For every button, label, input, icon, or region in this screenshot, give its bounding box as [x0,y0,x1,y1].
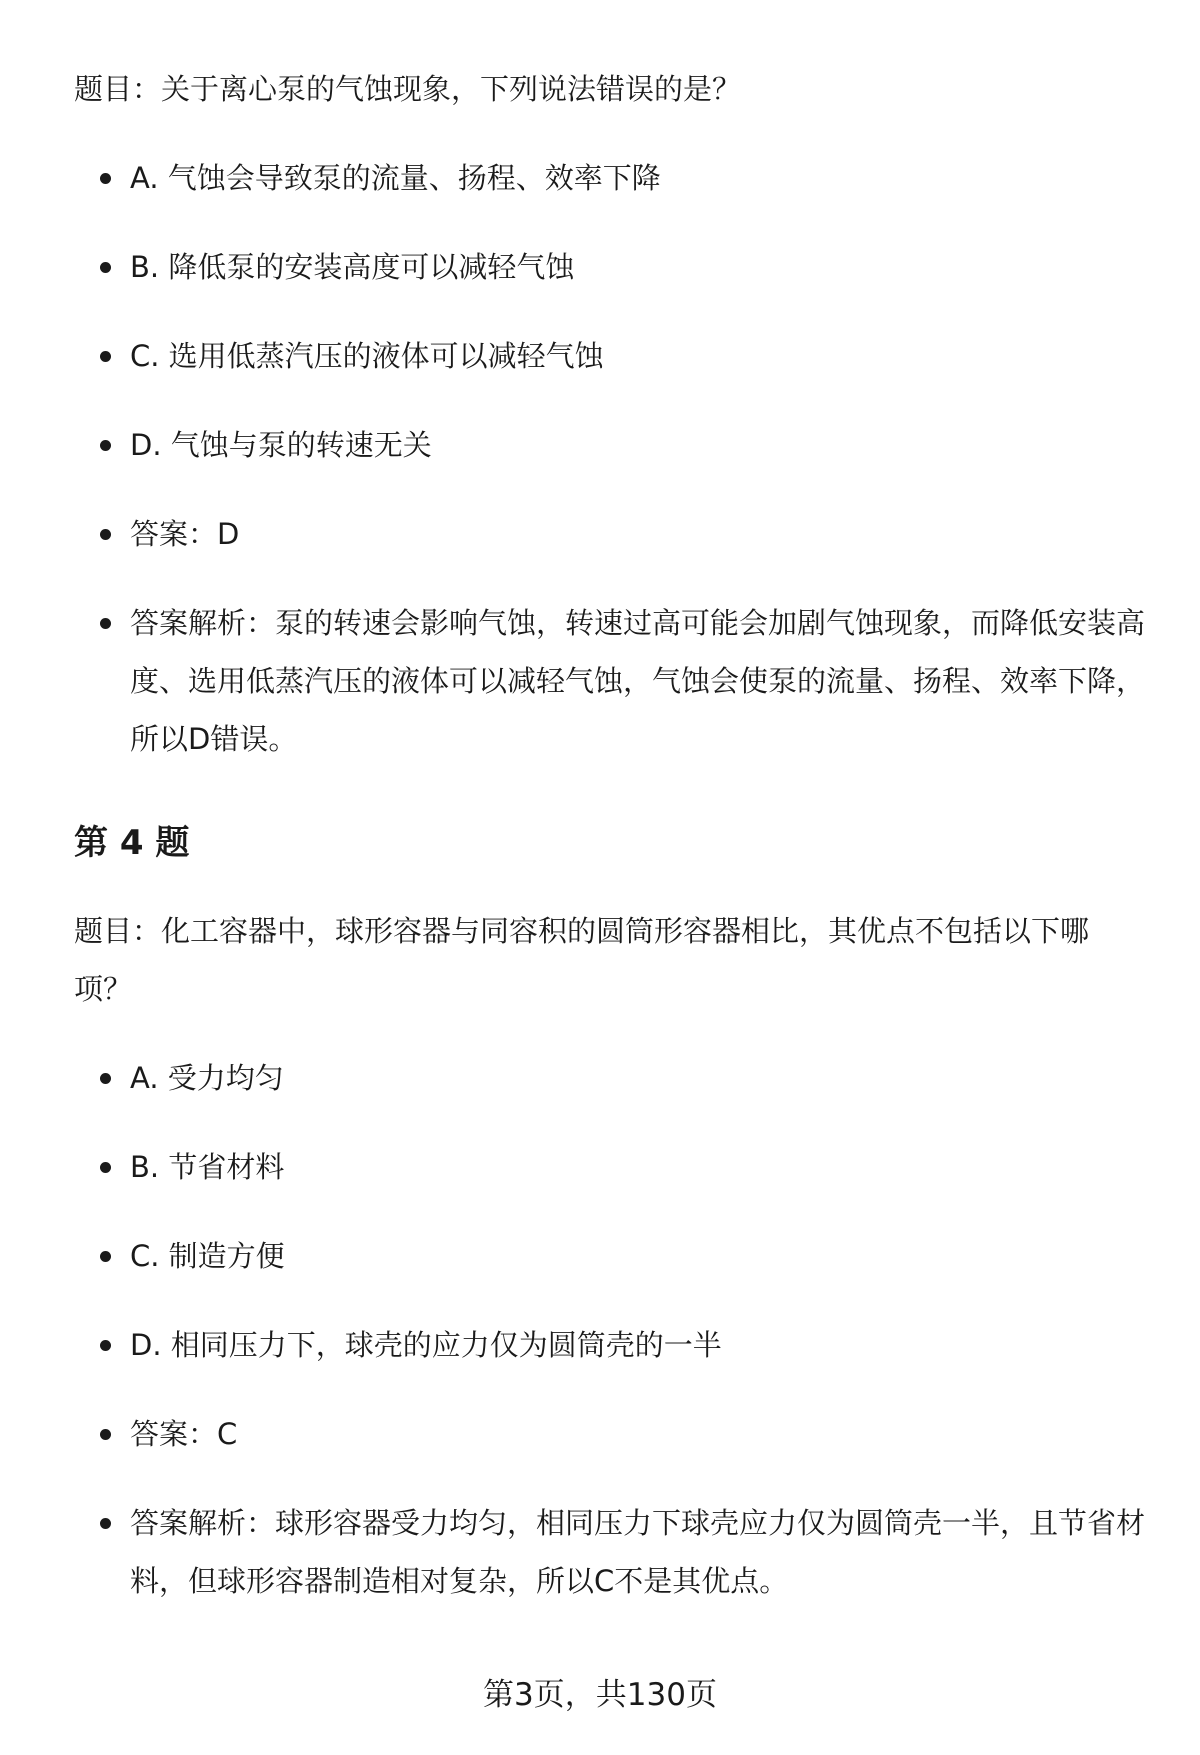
bullet-icon [100,618,111,629]
explanation-text: 答案解析：球形容器受力均匀，相同压力下球壳应力仅为圆筒壳一半，且节省材料，但球形容器制造相对复杂，所以C不是其优点。 [130,1506,1146,1598]
answer-text: 答案：D [130,517,240,551]
question-4-heading: 第 4 题 [74,823,190,863]
bullet-icon [100,1429,111,1440]
bullet-icon [100,1073,111,1084]
question-3-option-b [74,238,1146,296]
option-text: C. 制造方便 [130,1239,285,1273]
question-4-option-d [74,1316,1146,1374]
option-text: D. 气蚀与泵的转速无关 [130,428,432,462]
question-3-option-a [74,149,1146,207]
question-4-stem: 题目：化工容器中，球形容器与同容积的圆筒形容器相比，其优点不包括以下哪项？ [74,914,1090,1006]
question-3-stem: 题目：关于离心泵的气蚀现象，下列说法错误的是？ [74,72,742,106]
question-4-option-c [74,1227,1146,1285]
document-page [74,60,1146,1610]
question-3-option-d [74,416,1146,474]
question-3-option-c [74,327,1146,385]
question-3-options [74,149,1146,768]
question-3-explanation [74,594,1146,768]
bullet-icon [100,1162,111,1173]
bullet-icon [100,262,111,273]
bullet-icon [100,351,111,362]
question-4-options [74,1049,1146,1610]
option-text: A. 受力均匀 [130,1061,284,1095]
explanation-text: 答案解析：泵的转速会影响气蚀，转速过高可能会加剧气蚀现象，而降低安装高度、选用低蒸汽压的液体可以减轻气蚀，气蚀会使泵的流量、扬程、效率下降，所以D错误。 [130,606,1146,756]
question-4-option-b [74,1138,1146,1196]
option-text: A. 气蚀会导致泵的流量、扬程、效率下降 [130,161,661,195]
bullet-icon [100,1518,111,1529]
option-text: B. 节省材料 [130,1150,285,1184]
option-text: D. 相同压力下，球壳的应力仅为圆筒壳的一半 [130,1328,722,1362]
bullet-icon [100,173,111,184]
bullet-icon [100,529,111,540]
bullet-icon [100,1340,111,1351]
option-text: B. 降低泵的安装高度可以减轻气蚀 [130,250,575,284]
bullet-icon [100,440,111,451]
question-3-answer [74,505,1146,563]
question-4-option-a [74,1049,1146,1107]
page-number-footer: 第3页，共130页 [483,1677,717,1713]
option-text: C. 选用低蒸汽压的液体可以减轻气蚀 [130,339,604,373]
answer-text: 答案：C [130,1417,238,1451]
question-4-explanation [74,1494,1146,1610]
bullet-icon [100,1251,111,1262]
question-4-answer [74,1405,1146,1463]
